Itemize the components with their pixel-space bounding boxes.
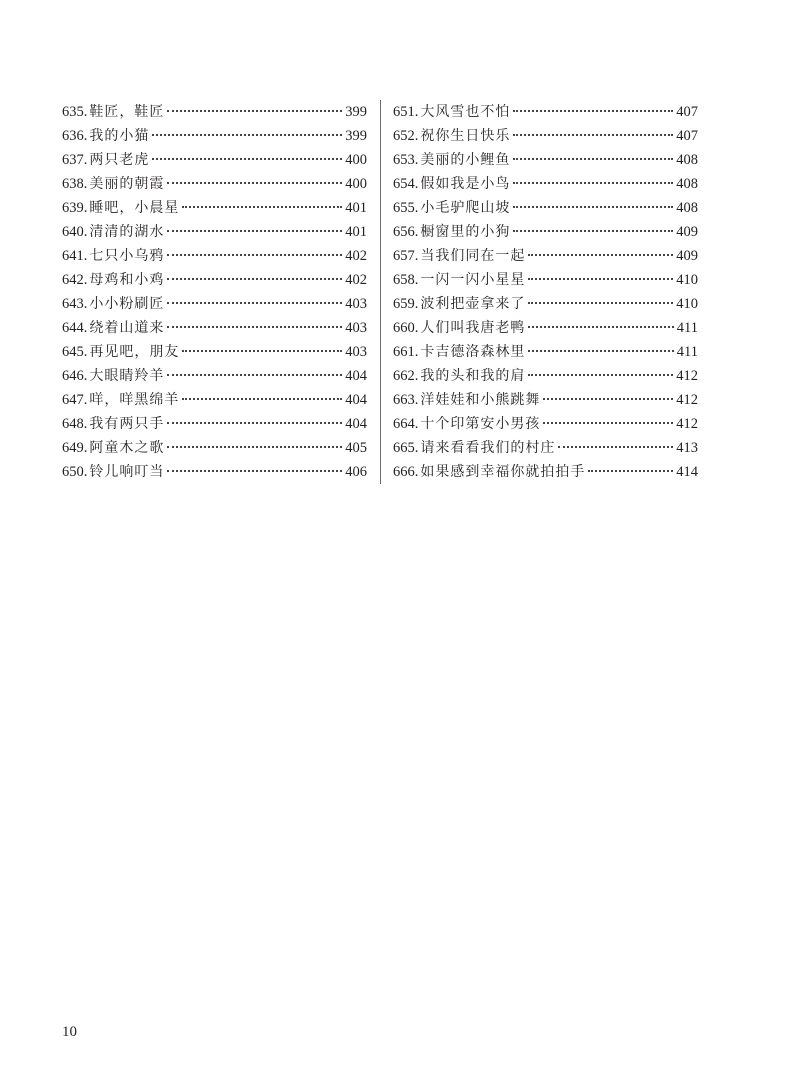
entry-page-number: 400 xyxy=(345,176,367,192)
toc-entry[interactable] xyxy=(62,460,367,484)
toc-entry[interactable] xyxy=(62,388,367,412)
toc-entry[interactable] xyxy=(393,100,698,124)
dot-leader xyxy=(543,398,673,400)
toc-entry[interactable] xyxy=(62,316,367,340)
dot-leader xyxy=(528,374,673,376)
entry-number: 653. xyxy=(393,152,419,168)
dot-leader xyxy=(167,230,342,232)
entry-page-number: 399 xyxy=(345,128,367,144)
entry-title: 我有两只手 xyxy=(89,416,165,432)
entry-number: 644. xyxy=(62,320,88,336)
entry-number: 659. xyxy=(393,296,419,312)
dot-leader xyxy=(543,422,673,424)
dot-leader xyxy=(167,446,342,448)
page-folio: 10 xyxy=(62,1024,77,1040)
entry-title: 鞋匠，鞋匠 xyxy=(89,104,165,120)
entry-page-number: 401 xyxy=(345,224,367,240)
entry-number: 663. xyxy=(393,392,419,408)
dot-leader xyxy=(513,158,673,160)
entry-title: 再见吧，朋友 xyxy=(89,344,180,360)
toc-entry[interactable] xyxy=(62,436,367,460)
dot-leader xyxy=(588,470,673,472)
toc-entry[interactable] xyxy=(393,268,698,292)
toc-entry[interactable] xyxy=(62,364,367,388)
dot-leader xyxy=(152,134,342,136)
entry-number: 654. xyxy=(393,176,419,192)
toc-entry[interactable] xyxy=(62,220,367,244)
entry-number: 648. xyxy=(62,416,88,432)
entry-number: 651. xyxy=(393,104,419,120)
entry-number: 655. xyxy=(393,200,419,216)
entry-title: 假如我是小鸟 xyxy=(420,176,511,192)
entry-page-number: 399 xyxy=(345,104,367,120)
entry-number: 658. xyxy=(393,272,419,288)
entry-title: 睡吧，小晨星 xyxy=(89,200,180,216)
entry-title: 美丽的朝霞 xyxy=(89,176,165,192)
entry-page-number: 402 xyxy=(345,248,367,264)
entry-number: 646. xyxy=(62,368,88,384)
dot-leader xyxy=(167,326,342,328)
entry-title: 七只小乌鸦 xyxy=(89,248,165,264)
entry-page-number: 412 xyxy=(676,392,698,408)
dot-leader xyxy=(167,374,342,376)
toc-entry[interactable] xyxy=(393,220,698,244)
dot-leader xyxy=(182,350,342,352)
toc-entry[interactable] xyxy=(393,292,698,316)
entry-page-number: 408 xyxy=(676,152,698,168)
entry-page-number: 400 xyxy=(345,152,367,168)
entry-title: 阿童木之歌 xyxy=(89,440,165,456)
entry-title: 两只老虎 xyxy=(89,152,150,168)
entry-number: 649. xyxy=(62,440,88,456)
entry-title: 一闪一闪小星星 xyxy=(420,272,526,288)
entry-page-number: 408 xyxy=(676,200,698,216)
toc-entry[interactable] xyxy=(62,148,367,172)
entry-page-number: 403 xyxy=(345,320,367,336)
entry-number: 664. xyxy=(393,416,419,432)
dot-leader xyxy=(167,470,342,472)
entry-number: 662. xyxy=(393,368,419,384)
entry-number: 642. xyxy=(62,272,88,288)
entry-number: 661. xyxy=(393,344,419,360)
toc-entry[interactable] xyxy=(393,460,698,484)
entry-page-number: 403 xyxy=(345,296,367,312)
column-divider xyxy=(380,100,381,484)
dot-leader xyxy=(513,182,673,184)
toc-entry[interactable] xyxy=(393,124,698,148)
toc-entry[interactable] xyxy=(62,244,367,268)
entry-page-number: 411 xyxy=(676,344,698,360)
toc-entry[interactable] xyxy=(393,172,698,196)
entry-title: 橱窗里的小狗 xyxy=(420,224,511,240)
entry-number: 656. xyxy=(393,224,419,240)
dot-leader xyxy=(167,182,342,184)
dot-leader xyxy=(528,278,673,280)
entry-page-number: 410 xyxy=(676,272,698,288)
entry-title: 祝你生日快乐 xyxy=(420,128,511,144)
entry-title: 卡吉德洛森林里 xyxy=(420,344,526,360)
toc-column-left xyxy=(62,100,367,484)
entry-number: 650. xyxy=(62,464,88,480)
entry-page-number: 409 xyxy=(676,248,698,264)
entry-title: 波利把壶拿来了 xyxy=(420,296,526,312)
dot-leader xyxy=(167,422,342,424)
toc-entry[interactable] xyxy=(393,388,698,412)
entry-title: 咩，咩黑绵羊 xyxy=(89,392,180,408)
entry-number: 639. xyxy=(62,200,88,216)
entry-page-number: 403 xyxy=(345,344,367,360)
toc-entry[interactable] xyxy=(62,172,367,196)
entry-page-number: 411 xyxy=(676,320,698,336)
entry-title: 十个印第安小男孩 xyxy=(420,416,541,432)
entry-number: 643. xyxy=(62,296,88,312)
entry-page-number: 405 xyxy=(345,440,367,456)
table-of-contents xyxy=(0,100,790,484)
toc-entry[interactable] xyxy=(393,436,698,460)
entry-number: 652. xyxy=(393,128,419,144)
entry-number: 665. xyxy=(393,440,419,456)
toc-entry[interactable] xyxy=(393,148,698,172)
entry-number: 635. xyxy=(62,104,88,120)
entry-title: 请来看看我们的村庄 xyxy=(420,440,556,456)
entry-page-number: 413 xyxy=(676,440,698,456)
entry-page-number: 409 xyxy=(676,224,698,240)
entry-page-number: 408 xyxy=(676,176,698,192)
entry-page-number: 412 xyxy=(676,416,698,432)
toc-entry[interactable] xyxy=(393,340,698,364)
entry-page-number: 410 xyxy=(676,296,698,312)
toc-entry[interactable] xyxy=(393,196,698,220)
entry-page-number: 404 xyxy=(345,416,367,432)
entry-title: 大眼睛羚羊 xyxy=(89,368,165,384)
entry-page-number: 414 xyxy=(676,464,698,480)
dot-leader xyxy=(513,206,673,208)
entry-page-number: 406 xyxy=(345,464,367,480)
entry-title: 如果感到幸福你就拍拍手 xyxy=(420,464,586,480)
entry-number: 640. xyxy=(62,224,88,240)
entry-title: 我的头和我的肩 xyxy=(420,368,526,384)
entry-number: 647. xyxy=(62,392,88,408)
entry-number: 645. xyxy=(62,344,88,360)
toc-entry[interactable] xyxy=(62,100,367,124)
dot-leader xyxy=(182,398,342,400)
toc-entry[interactable] xyxy=(393,244,698,268)
entry-page-number: 407 xyxy=(676,128,698,144)
toc-column-right xyxy=(393,100,698,484)
dot-leader xyxy=(558,446,673,448)
entry-title: 当我们同在一起 xyxy=(420,248,526,264)
entry-page-number: 404 xyxy=(345,368,367,384)
entry-title: 清清的湖水 xyxy=(89,224,165,240)
toc-entry[interactable] xyxy=(393,316,698,340)
entry-page-number: 412 xyxy=(676,368,698,384)
entry-page-number: 401 xyxy=(345,200,367,216)
entry-number: 637. xyxy=(62,152,88,168)
entry-title: 我的小猫 xyxy=(89,128,150,144)
toc-entry[interactable] xyxy=(62,124,367,148)
entry-title: 大风雪也不怕 xyxy=(420,104,511,120)
dot-leader xyxy=(528,350,673,352)
dot-leader xyxy=(513,230,673,232)
entry-title: 美丽的小鲤鱼 xyxy=(420,152,511,168)
dot-leader xyxy=(513,110,673,112)
toc-entry[interactable] xyxy=(62,292,367,316)
entry-title: 小毛驴爬山坡 xyxy=(420,200,511,216)
toc-entry[interactable] xyxy=(62,196,367,220)
dot-leader xyxy=(182,206,342,208)
entry-page-number: 404 xyxy=(345,392,367,408)
toc-entry[interactable] xyxy=(393,412,698,436)
dot-leader xyxy=(152,158,342,160)
entry-title: 铃儿响叮当 xyxy=(89,464,165,480)
entry-page-number: 402 xyxy=(345,272,367,288)
entry-title: 洋娃娃和小熊跳舞 xyxy=(420,392,541,408)
entry-title: 人们叫我唐老鸭 xyxy=(420,320,526,336)
toc-entry[interactable] xyxy=(393,364,698,388)
entry-number: 638. xyxy=(62,176,88,192)
dot-leader xyxy=(513,134,673,136)
toc-entry[interactable] xyxy=(62,340,367,364)
entry-number: 636. xyxy=(62,128,88,144)
dot-leader xyxy=(528,254,673,256)
toc-entry[interactable] xyxy=(62,412,367,436)
dot-leader xyxy=(167,278,342,280)
dot-leader xyxy=(167,110,342,112)
entry-number: 641. xyxy=(62,248,88,264)
dot-leader xyxy=(528,326,673,328)
entry-title: 绕着山道来 xyxy=(89,320,165,336)
entry-number: 660. xyxy=(393,320,419,336)
entry-title: 小小粉刷匠 xyxy=(89,296,165,312)
entry-number: 666. xyxy=(393,464,419,480)
dot-leader xyxy=(528,302,673,304)
entry-title: 母鸡和小鸡 xyxy=(89,272,165,288)
dot-leader xyxy=(167,302,342,304)
dot-leader xyxy=(167,254,342,256)
toc-entry[interactable] xyxy=(62,268,367,292)
entry-number: 657. xyxy=(393,248,419,264)
entry-page-number: 407 xyxy=(676,104,698,120)
